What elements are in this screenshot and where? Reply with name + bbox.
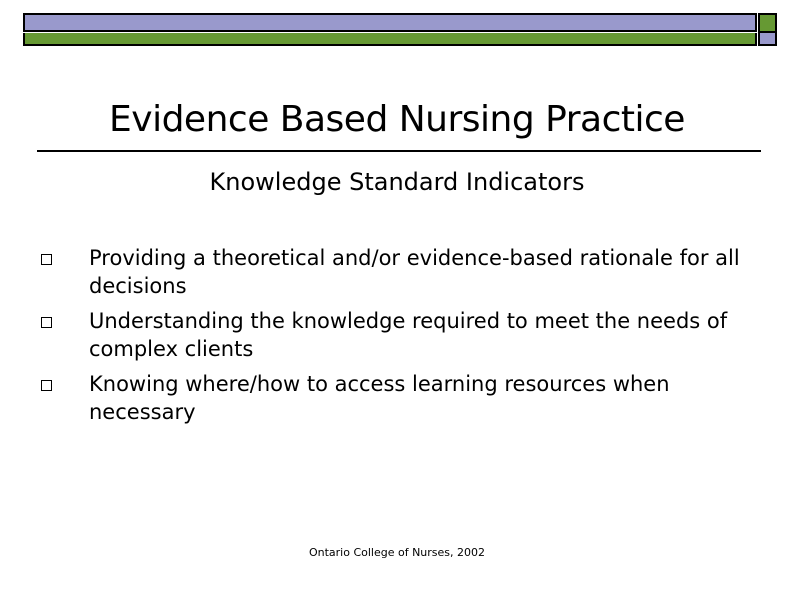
bullet-list (0, 244, 794, 433)
header-lavender-bar (23, 13, 757, 32)
bullet-text: Knowing where/how to access learning resources when necessary (89, 372, 670, 424)
bullet-item (0, 244, 794, 300)
bullet-text: Providing a theoretical and/or evidence-based rationale for all decisions (89, 246, 740, 298)
header-lavender-square (758, 33, 777, 46)
hollow-square-bullet-icon (41, 317, 52, 328)
bullet-item (0, 370, 794, 426)
slide-title: Evidence Based Nursing Practice (109, 99, 685, 140)
bullet-text: Understanding the knowledge required to meet the needs of complex clients (89, 309, 728, 361)
slide-subtitle: Knowledge Standard Indicators (209, 168, 585, 196)
header-green-bar (23, 33, 757, 46)
bullet-item (0, 307, 794, 363)
title-divider (37, 150, 761, 152)
slide-footer: Ontario College of Nurses, 2002 (308, 546, 486, 559)
hollow-square-bullet-icon (41, 254, 52, 265)
header-green-square (758, 13, 777, 33)
hollow-square-bullet-icon (41, 380, 52, 391)
